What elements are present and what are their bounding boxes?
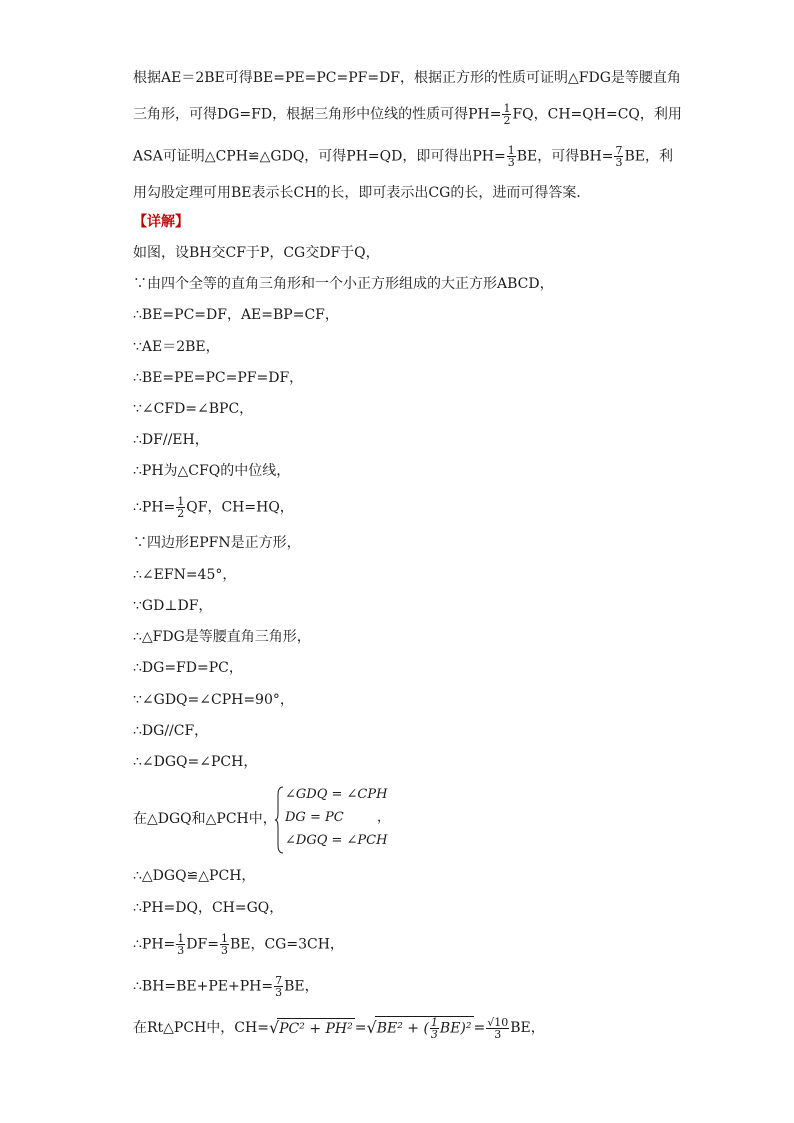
solution-line-8: ∴PH为△CFQ的中位线，: [133, 463, 291, 479]
solution-line-6: ∵∠CFD=∠BPC，: [133, 401, 254, 417]
text-segment: BE，: [510, 1020, 545, 1036]
fraction-one-third: [430, 1017, 439, 1040]
section-heading-detail: 【详解】: [133, 214, 189, 230]
solution-line-16: ∴DG//CF，: [133, 723, 209, 739]
solution-line-1: 如图，设BH交CF于P，CG交DF于Q，: [133, 245, 380, 261]
equals-sign: =: [473, 1020, 486, 1036]
numerator: 1: [503, 102, 511, 115]
equation-system: [275, 785, 391, 855]
solution-line-7: ∴DF//EH，: [133, 432, 209, 448]
left-brace-icon: [275, 785, 285, 855]
solution-line-14: ∴DG=FD=PC，: [133, 660, 243, 676]
text-segment: BE，利: [624, 148, 673, 165]
sqrt-icon: √: [366, 1018, 377, 1037]
sqrt-icon: √: [268, 1018, 280, 1037]
analysis-line-3: [133, 145, 673, 168]
numerator: 1: [507, 144, 515, 157]
condition-side-dg: DG = PC: [285, 810, 344, 825]
solution-line-17: ∴∠DGQ=∠PCH，: [133, 754, 258, 770]
condition-angle-dgq: ∠DGQ = ∠PCH: [285, 833, 388, 848]
denominator: 3: [177, 944, 185, 957]
text-segment: BE² + (: [376, 1020, 429, 1037]
text-segment: BE，CG=3CH，: [229, 936, 344, 953]
condition-angle-gdq: ∠GDQ = ∠CPH: [285, 787, 388, 802]
fraction-one-half: [176, 496, 185, 519]
solution-line-3: ∴BE=PC=DF，AE=BP=CF，: [133, 307, 339, 323]
numerator: 1: [177, 495, 185, 508]
denominator: 3: [507, 156, 515, 169]
text-segment: 在Rt△PCH中，CH=: [133, 1020, 269, 1036]
numerator: 1: [177, 932, 185, 945]
text-segment: ∴BH=BE+PE+PH=: [133, 978, 274, 995]
fraction-one-third: [220, 933, 229, 956]
numerator: 1: [430, 1016, 438, 1029]
solution-line-23: [133, 1016, 545, 1040]
numerator: 7: [275, 974, 283, 987]
solution-line-19: ∴△DGQ≌△PCH，: [133, 868, 256, 884]
denominator: 2: [177, 507, 185, 520]
solution-line-15: ∵∠GDQ=∠CPH=90°，: [133, 692, 294, 708]
analysis-line-4: 用勾股定理可用BE表示长CH的长，即可表示出CG的长，进而可得答案．: [133, 185, 591, 201]
solution-line-2: ∵由四个全等的直角三角形和一个小正方形组成的大正方形ABCD，: [133, 276, 554, 292]
solution-line-11: ∴∠EFN=45°，: [133, 567, 237, 583]
fraction-root-ten-thirds: [486, 1017, 509, 1040]
text-segment: QF，CH=HQ，: [186, 499, 294, 516]
solution-line-13: ∴△FDG是等腰直角三角形，: [133, 629, 311, 645]
solution-line-22: [133, 975, 319, 998]
numerator: 7: [615, 144, 623, 157]
fraction-one-third: [507, 145, 516, 168]
solution-line-12: ∵GD⊥DF，: [133, 598, 213, 614]
text-segment: DF=: [186, 936, 219, 953]
denominator: 3: [430, 1028, 438, 1041]
solution-line-10: ∵四边形EPFN是正方形，: [133, 535, 301, 551]
denominator: 3: [220, 944, 228, 957]
fraction-seven-thirds: [274, 975, 283, 998]
brace-trailing-comma: ，: [377, 810, 391, 825]
radicand: PC² + PH²: [277, 1018, 355, 1039]
text-segment: ∴PH=: [133, 936, 176, 953]
fraction-one-half: [502, 103, 511, 126]
denominator: 2: [503, 114, 511, 127]
solution-line-4: ∵AE＝2BE，: [133, 339, 220, 355]
numerator: √10: [487, 1015, 509, 1029]
fraction-seven-thirds: [614, 145, 623, 168]
denominator: 3: [615, 156, 623, 169]
solution-line-21: [133, 933, 344, 956]
solution-line-9: [133, 496, 294, 519]
text-segment: BE，可得BH=: [516, 148, 614, 165]
text-segment: FQ，CH=QH=CQ，利用: [512, 106, 682, 123]
denominator: 3: [275, 986, 283, 999]
analysis-line-2: [133, 103, 682, 126]
text-segment: ∴PH=: [133, 499, 176, 516]
text-segment: BE)²: [439, 1020, 472, 1037]
text-segment: 三角形，可得DG=FD，根据三角形中位线的性质可得PH=: [133, 106, 502, 123]
numerator: 1: [220, 932, 228, 945]
solution-line-5: ∴BE=PE=PC=PF=DF，: [133, 370, 304, 386]
text-segment: ASA可证明△CPH≌△GDQ，可得PH=QD，即可得出PH=: [133, 148, 506, 165]
radicand: [375, 1016, 474, 1040]
equals-sign: =: [354, 1020, 367, 1036]
denominator: 3: [494, 1027, 502, 1041]
fraction-one-third: [176, 933, 185, 956]
solution-line-18: 在△DGQ和△PCH中，: [133, 811, 277, 827]
analysis-line-1: 根据AE＝2BE可得BE=PE=PC=PF=DF，根据正方形的性质可证明△FDG是等腰直角: [133, 70, 681, 86]
text-segment: BE，: [284, 978, 319, 995]
solution-line-20: ∴PH=DQ，CH=GQ，: [133, 900, 284, 916]
